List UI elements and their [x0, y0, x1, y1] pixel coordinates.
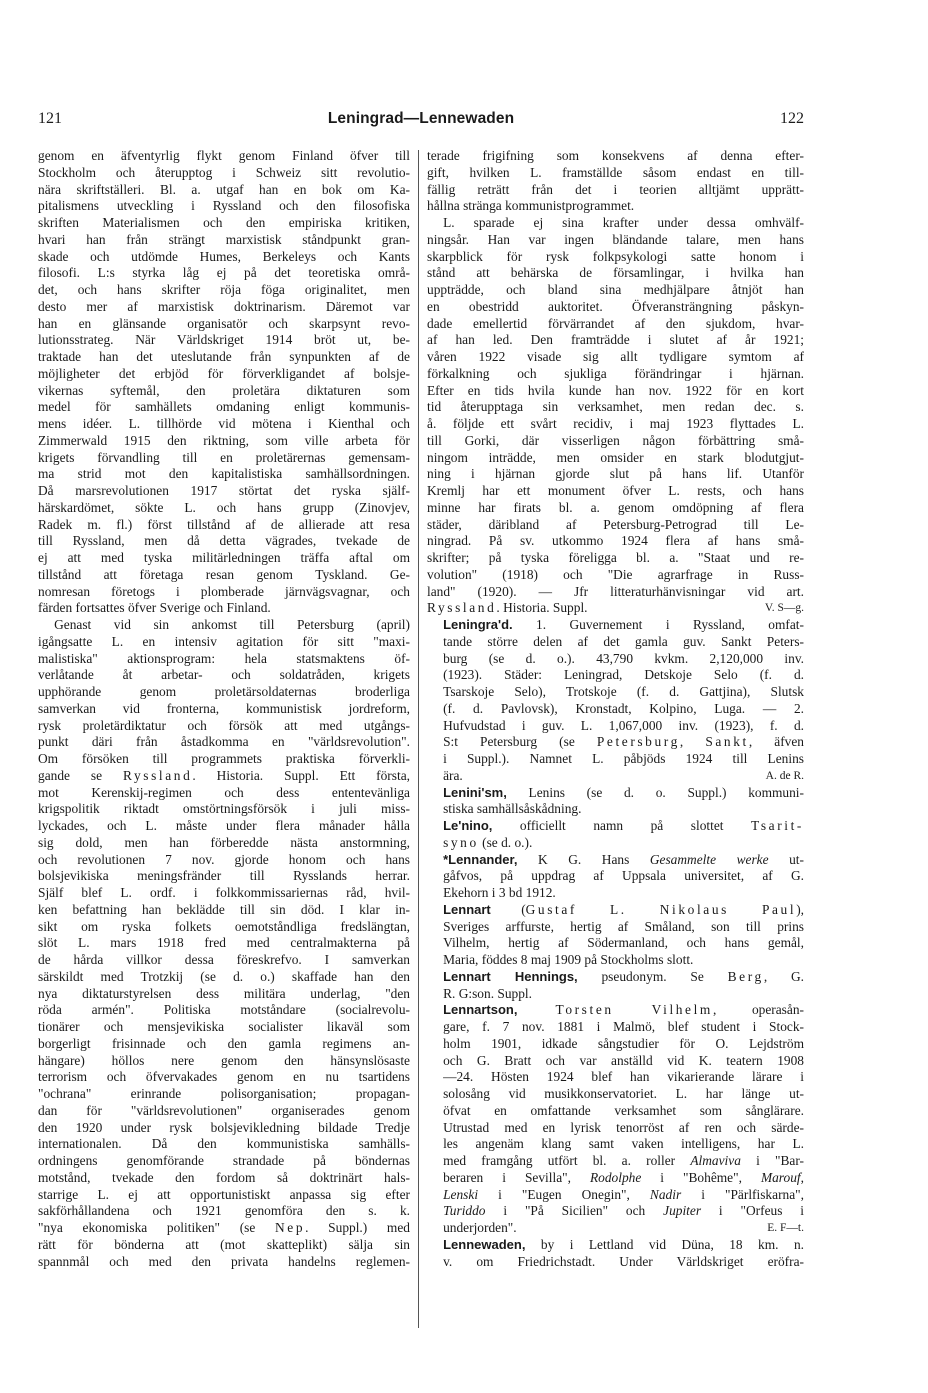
text-line: Då marsrevolutionen 1917 störtat det ryska själf-	[38, 483, 410, 498]
article-lenin-end	[427, 148, 804, 215]
text-line: R. G:son. Suppl.	[443, 985, 532, 1001]
text-line: dade emellertid förvärrandet af den sjukdom, hvar-	[427, 315, 804, 331]
text-line: Lennewaden, by i Lettland vid Düna, 18 km. n.	[443, 1236, 804, 1252]
text-line: internationalen. Då den kommunistiska samhälls-	[38, 1136, 410, 1152]
text-line: den 1920 under rysk bolsjevikledning bildade Tredje	[38, 1119, 410, 1135]
text-line: filosofi. L:s styrka låg ej på det teoretiska områ-	[38, 265, 410, 281]
headword: *Lennander,	[443, 851, 518, 867]
text-line: Sveriges arffurste, hertig af Småland, son till prins	[443, 918, 804, 934]
text-line: gift, hvilken L. framställde såsom endast en till-	[427, 164, 804, 180]
text-line: syno (se d. o.).	[443, 834, 533, 850]
headword: Leningra'd.	[443, 617, 513, 632]
headword: Lenini'sm,	[443, 784, 507, 800]
text-line: Lennart (Gustaf L. Nikolaus Paul),	[443, 901, 804, 917]
article-lenin-paragraph-2	[38, 617, 410, 1270]
text-line: härskardömet, sökte L. och hans grupp (Zinovjev,	[38, 499, 410, 515]
text-line: upphörande genom proletärsoldaternas broderliga	[38, 684, 410, 699]
text-line: nya diktaturstyrelsen dess militära underlag, "den	[38, 985, 410, 1001]
entry-lenino	[427, 818, 804, 852]
text-line: vikernas syftemål, den proletära diktaturen som	[38, 382, 410, 398]
text-line: Leningra'd. 1. Guvernement i Ryssland, omfat-	[443, 617, 804, 632]
text-line: han en glänsande organisatör och skarpsynt revo-	[38, 315, 410, 331]
text-line: Lenski i "Eugen Onegin", Nadir i "Pärlfiskarna",	[443, 1186, 804, 1202]
text-line: Genast vid sin ankomst till Petersburg (april)	[54, 617, 410, 632]
text-line: hvari han från strängt marxistisk ståndpunkt gran-	[38, 231, 410, 247]
text-line: "nya ekonomiska politiken" (se Nep. Suppl.) med	[38, 1220, 410, 1235]
text-line: särskildt med Trotzkij (se d. o.) skaffade han den	[38, 968, 410, 984]
text-line: Ekehorn i 3 bd 1912.	[443, 885, 556, 900]
text-line: städer, däribland af Petersburg-Petrograd till Le-	[427, 516, 804, 532]
text-line: Lennart Hennings, pseudonym. Se Berg, G.	[443, 968, 804, 984]
entry-lennewaden	[427, 1237, 804, 1271]
text-line: Om försöken till programmets praktiska förverkli-	[38, 751, 410, 766]
headword: Le'nino,	[443, 818, 493, 833]
text-line: slöt L. mars 1918 fred med centralmakterna på	[38, 935, 410, 951]
text-line: Vilhelm, hertig af Södermanland, och hans gemål,	[443, 935, 804, 951]
text-line: förkalkning och sjukliga förändringar i hjärnan.	[427, 365, 804, 381]
text-line: lyckades, och L. måste under flera månader hålla	[38, 818, 410, 833]
text-line: ära. A. de R.	[443, 767, 804, 783]
text-line: ordningens genomförande strandade på böndernas	[38, 1153, 410, 1168]
text-line: stånd att behärska de församlingar, i hvilka han	[427, 265, 804, 281]
text-line: skade och utdömde Humes, Berkeleys och Kants	[38, 248, 410, 264]
text-line: S:t Petersburg (se Petersburg, Sankt, äfven	[443, 734, 805, 750]
page-number-right: 122	[780, 110, 804, 127]
text-line: mens idéer. L. tillhörde vid mötena i Kienthal och	[38, 416, 410, 431]
crossref-nep: Nep	[275, 1220, 306, 1235]
text-line: spannmål och med den privata handelns reglemen-	[38, 1253, 410, 1269]
text-line: med framgång utfört bl. a. roller Almaviva i "Bar-	[443, 1153, 804, 1168]
text-line: lutionsstrateg. När Världskriget 1914 bröt ut, be-	[38, 332, 410, 348]
text-line: ma strid mot den kapitalistiska samhällsordningen.	[38, 466, 410, 482]
text-line: färden fortsattes öfver Sverige och Finland.	[38, 600, 271, 616]
text-line: tid återupptaga sin verksamhet, men redan dec. s.	[427, 399, 804, 415]
entry-leningrad	[427, 617, 804, 785]
text-line: tande större delen af det gamla guv. Sankt Peters-	[443, 633, 804, 649]
column-divider	[418, 150, 419, 1328]
text-line: till Ryssland, men då detta vägrades, tvekade de	[38, 533, 410, 549]
headword: Lennart	[443, 901, 491, 917]
text-line: malistiska" aktionsprogram: hela statsmaktens öf-	[38, 650, 410, 666]
text-line: hållna stränga kommunistprogrammet.	[427, 198, 635, 214]
text-line: *Lennander, K G. Hans Gesammelte werke ut-	[443, 851, 804, 867]
text-line: motstånd, tvekade den fordom så doktrinärt hals-	[38, 1169, 410, 1185]
text-line: medel för samhällets omdaning enligt kommunis-	[38, 399, 410, 415]
text-line: Zimmerwald 1915 den riktning, som ville arbeta för	[38, 432, 410, 448]
entry-lennart	[427, 902, 804, 969]
text-line: land" (1920). — Jfr litteraturhänvisningar vid art.	[427, 583, 804, 599]
text-line: gare, f. 7 nov. 1881 i Malmö, blef student i Stock-	[443, 1019, 804, 1034]
text-line: nära skriftställeri. Bl. a. utgaf han en bok om Ka-	[38, 181, 410, 197]
text-line: det, och hans skrifter röja föga originalitet, men	[38, 282, 410, 297]
text-line: L. sparade ej sina krafter under dessa omhvälf-	[443, 215, 804, 230]
text-line: af han led. Den framträdde i slutet af år 1921;	[427, 332, 804, 348]
text-line: i Suppl.). Namnet L. påbjöds 1924 till Lenins	[443, 751, 804, 766]
text-line: Hufvudstad i guv. L. 1,067,000 inv. (1923), f. d.	[443, 717, 804, 733]
headword: Lennartson,	[443, 1002, 518, 1018]
text-line: pitalismens utveckling i Ryssland och den filosofiska	[38, 198, 410, 214]
text-line: Stockholm och återupptog i Schweiz sitt revolutio-	[38, 164, 410, 180]
text-line: de hårda villkor dessa föreskrefvo. I samverkan	[38, 952, 410, 967]
text-line: Radek m. fl.) först tillstånd af de allierade att resa	[38, 516, 410, 532]
text-line: ning i hjärnan gjorde slut på hans lif. Utanför	[427, 466, 804, 482]
text-line: gande se Ryssland. Historia. Suppl. Ett första,	[38, 767, 410, 783]
text-line: Ryssland. Historia. Suppl. V. S—g.	[427, 600, 804, 616]
text-line: röda armén". Politiska motståndare (socialrevolu-	[38, 1002, 410, 1018]
article-lenin-continued	[38, 148, 410, 617]
crossref-ryssland: Ryssland	[427, 600, 497, 616]
text-line: starrige L. ej att opportunistiskt anpassa sig efter	[38, 1186, 410, 1202]
text-line: skrifter; på tyska föreligga bl. a. "Staat und re-	[427, 550, 804, 565]
text-line: solosång vid musikkonservatoriet. L. har länge ut-	[443, 1086, 804, 1101]
running-title: Leningrad—Lennewaden	[327, 110, 515, 127]
text-line: gåfvos, på uppdrag af Uppsala universitet, af G.	[443, 868, 804, 884]
text-line: fällig reträtt från det i teorien alltjämt upprätt-	[427, 181, 804, 197]
text-line: stiska samhällsåskådning.	[443, 801, 582, 817]
left-column	[38, 148, 410, 1270]
text-line: genom en äfventyrlig flykt genom Finland öfver till	[38, 148, 410, 163]
text-line: Tsarskoje Selo), Trotskoje (f. d. Gattjina), Slutsk	[443, 684, 804, 699]
text-line: tionärer och mensjevikiska socialister likaväl som	[38, 1019, 410, 1034]
page-number-left: 121	[38, 110, 62, 127]
text-line: —24. Hösten 1924 blef han vikarierande lärare i	[443, 1069, 804, 1085]
text-line: krigspolitik riktadt omstörtningsförsök i juli miss-	[38, 801, 410, 817]
text-line: Maria, föddes 8 maj 1909 på Stockholms slott.	[443, 952, 694, 967]
author-signature: V. S—g.	[764, 602, 804, 615]
text-line: (1923). Städer: Leningrad, Detskoje Selo (f. d.	[443, 667, 804, 683]
text-line: Själf blef L. ordf. i folkkommissariernas råd, hvil-	[38, 885, 410, 900]
text-line: skriften Materialismen och den empiriska kritiken,	[38, 215, 410, 230]
text-line: öfvat en omfattande verksamhet som sånglärare.	[443, 1102, 804, 1118]
text-line: sakförhållandena och 1921 genomföra den s. k.	[38, 1203, 410, 1219]
page-header	[38, 110, 804, 132]
text-line: Turiddo i "På Sicilien" och Jupiter i "Orfeus i	[443, 1203, 805, 1219]
text-line: Lenini'sm, Lenins (se d. o. Suppl.) kommuni-	[443, 784, 804, 800]
text-line: uppträdde, och bland sina medhjälpare åtnjöt han	[427, 282, 804, 297]
text-line: en obestridd auktoritet. Öfveransträngning påskyn-	[427, 298, 804, 314]
text-line: å. följde ett svårt recidiv, i maj 1923 flyttades L.	[427, 416, 804, 431]
text-line: beraren i Sevilla", Rodolphe i "Bohême", Marouf,	[443, 1169, 804, 1185]
text-line: igångsatte L. en intensiv agitation för sitt "maxi-	[38, 633, 410, 649]
entry-lennartson	[427, 1002, 804, 1237]
text-line: tillstånd att företaga resan genom Tyskland. Ge-	[38, 566, 410, 582]
text-line: ej att med tyska militärledningen träffa aftal om	[38, 550, 410, 565]
author-signature: E. F—t.	[767, 1222, 804, 1234]
text-line: minne har firats bl. a. genom omdöpning af flera	[427, 499, 804, 515]
text-line: "ochrana" erinrande polisorganisation; propagan-	[38, 1086, 410, 1101]
text-line: rätt för bönderna att (mot skatteplikt) sälja sin	[38, 1236, 410, 1252]
text-line: nomresan företogs i plomberade järnvägsvagnar, och	[38, 583, 410, 599]
text-line: verlåtande åt arbetar- och soldatråden, krigets	[38, 667, 410, 683]
entry-leninism	[427, 785, 804, 819]
headword: Lennart Hennings,	[443, 968, 578, 984]
text-line: Efter en tids hvila kunde han nov. 1922 för en kort	[427, 382, 804, 398]
text-line: les angenäm klang samt vaken intelligens, har L.	[443, 1136, 804, 1152]
text-line: till Gorki, där visserligen någon förbättring små-	[427, 432, 804, 448]
text-line: underjorden". E. F—t.	[443, 1220, 804, 1235]
entry-lennander	[427, 852, 804, 902]
text-line: v. om Friedrichstadt. Under Världskriget eröfra-	[443, 1253, 804, 1269]
right-column	[427, 148, 804, 1270]
text-line: ningsår. Han var ingen bländande talare, men hans	[427, 231, 804, 247]
text-line: krigets förvandling till en proletärernas gemensam-	[38, 449, 410, 465]
text-line: och G. Bratt och var anställd vid K. teatern 1908	[443, 1052, 804, 1068]
text-line: Le'nino, officiellt namn på slottet Tsarit-	[443, 818, 804, 833]
article-lenin-paragraph-3	[427, 215, 804, 617]
text-line: terade frigifning som konsekvens af denna efter-	[427, 148, 804, 163]
text-line: skarpblick för rysk folkpsykologi satte honom i	[427, 248, 804, 264]
text-line: Utrustad med en lyrisk tenorröst af ren och särde-	[443, 1119, 804, 1135]
text-line: ken befattning han beklädde till sin död. I klar in-	[38, 901, 410, 917]
text-line: (f. d. Pavlovsk), Kronstadt, Kolpino, Luga. — 2.	[443, 700, 804, 716]
entry-lennart-hennings	[427, 969, 804, 1003]
text-line: och revolutionen 7 nov. gjorde honom och hans	[38, 851, 410, 867]
text-line: hängare) höllos nere genom den hänsynslösaste	[38, 1052, 410, 1068]
text-line: sig dold, men han förberedde nästa anstormning,	[38, 834, 410, 850]
text-line: punkt däri från åstadkomma en "världsrevolution".	[38, 734, 410, 750]
text-line: rysk proletärdiktatur och försök att med utgångs-	[38, 717, 410, 733]
text-line: samverkan vid fronterna, kommunistisk jordreform,	[38, 700, 410, 716]
text-line: Kremlj har ett monument öfver L. rests, och hans	[427, 483, 804, 498]
text-line: dan för "världsrevolutionen" organiserades genom	[38, 1102, 410, 1118]
text-line: desto mer af marxistisk doktrinarism. Däremot var	[38, 298, 410, 314]
text-line: burg (se d. o.). 43,790 kvkm. 2,120,000 inv.	[443, 650, 804, 666]
text-line: volution" (1918) och "Die agrarfrage in Russ-	[427, 566, 804, 582]
text-line: ningom inträdde, men omsider en stark blodutgjut-	[427, 449, 804, 465]
text-line: traktade han det uteslutande från synpunkten af de	[38, 349, 410, 364]
headword: Lennewaden,	[443, 1236, 526, 1252]
text-line: ningrad. På sv. utkommo 1924 flera af hans små-	[427, 533, 804, 549]
author-signature: A. de R.	[765, 769, 804, 782]
text-line: Lennartson, Torsten Vilhelm, operasån-	[443, 1002, 804, 1018]
crossref-ryssland: Ryssland	[123, 767, 193, 783]
text-line: våren 1922 visade sig allt tydligare symtom af	[427, 349, 804, 364]
text-line: sikt om ryska folkets oemotståndliga fredslängtan,	[38, 918, 410, 934]
text-line: mot Kerenskij-regimen och dess ententevänliga	[38, 784, 410, 800]
text-line: borgerligt frisinnade och den gamla regimens an-	[38, 1035, 410, 1051]
text-line: möjligheter det erbjöd för förverkligandet af bolsje-	[38, 365, 410, 381]
text-line: terrorism och öfvervakades genom en nu tsartidens	[38, 1069, 410, 1085]
text-line: holm 1901, idkade sångstudier för O. Lejdström	[443, 1035, 804, 1051]
text-line: bolsjevikiska meningsfränder till Rysslands herrar.	[38, 868, 410, 884]
